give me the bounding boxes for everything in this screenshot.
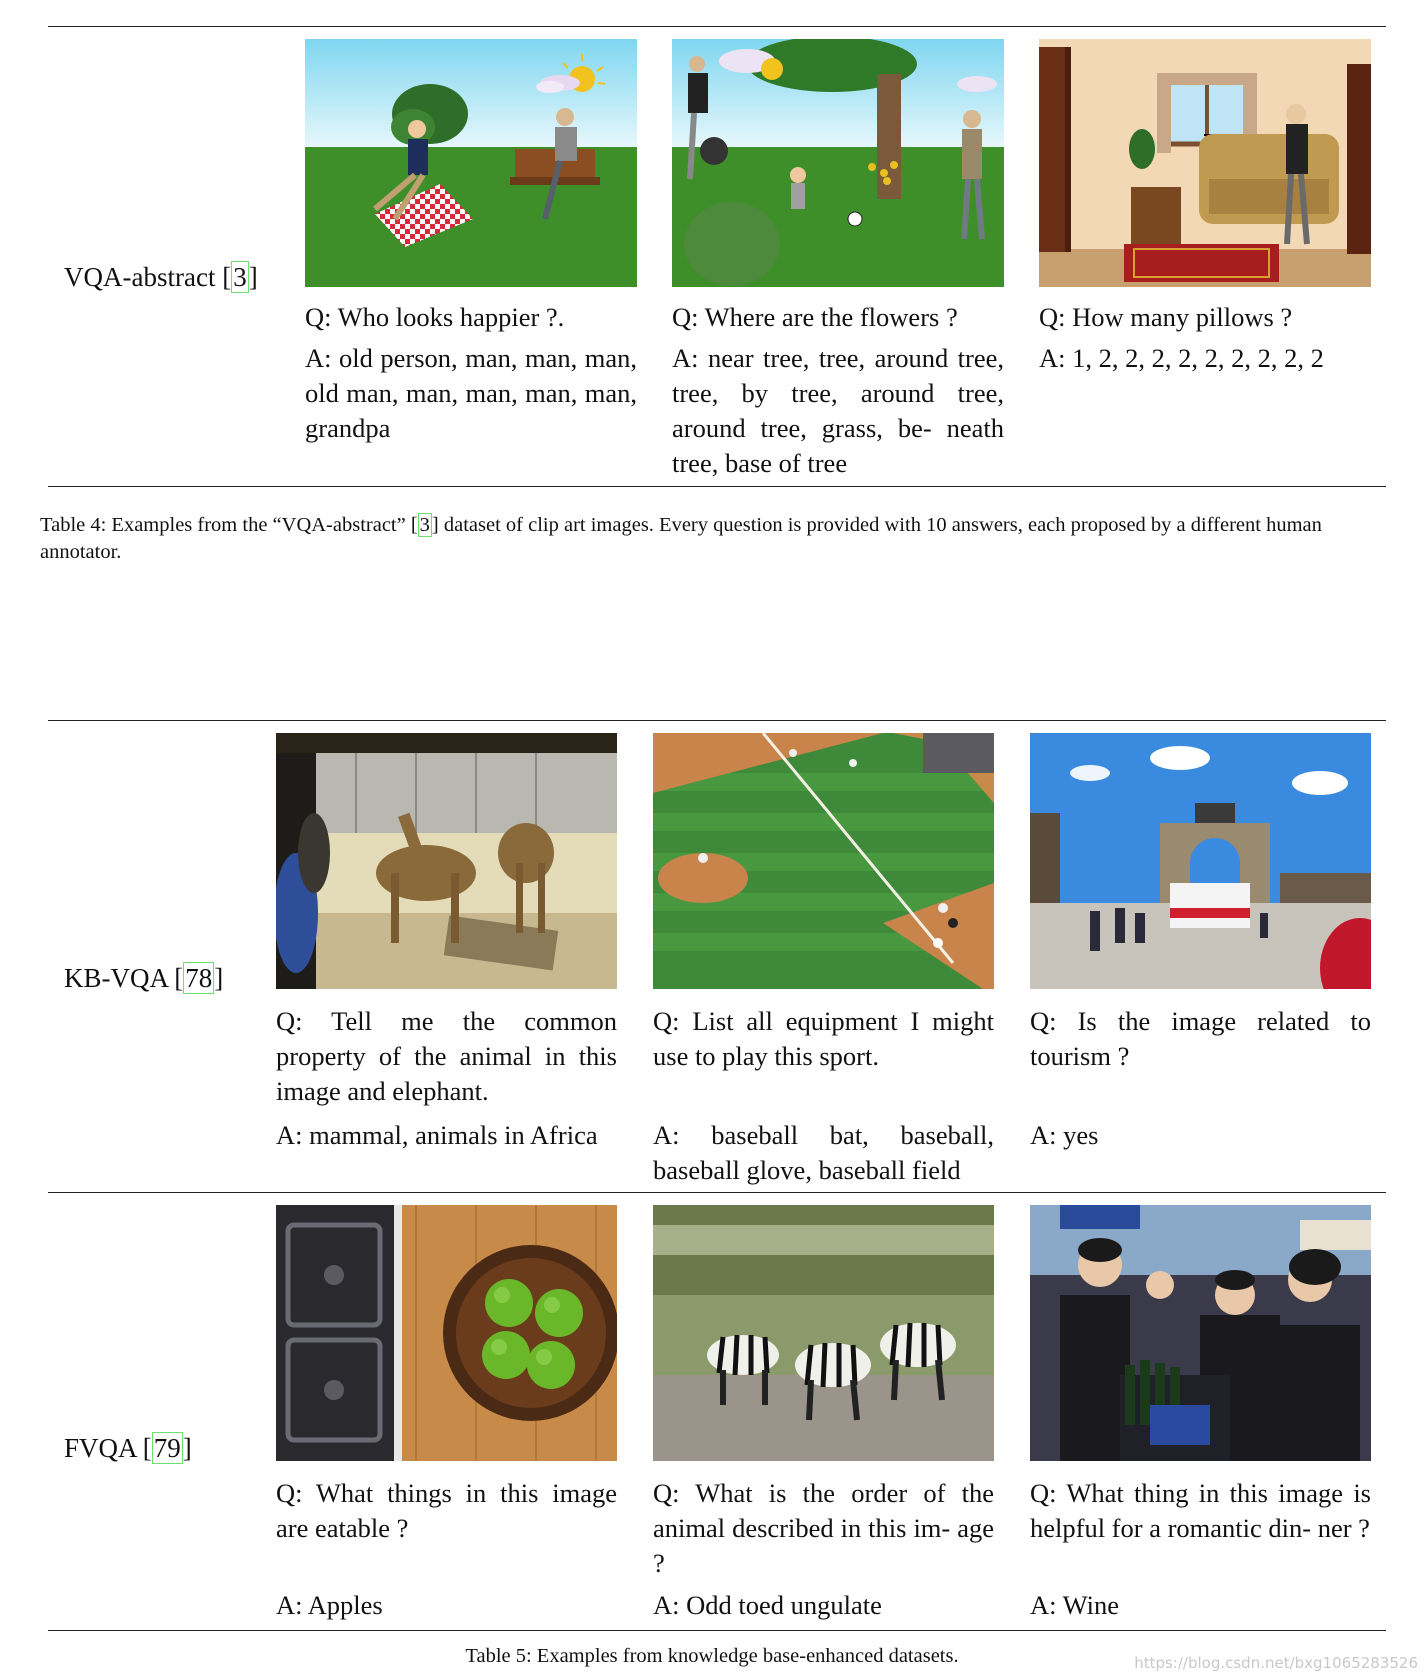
baseball-photo-icon (653, 733, 994, 989)
example-answer: A: Apples (276, 1590, 383, 1620)
example-image-arch-street (1030, 733, 1371, 989)
example-image-apples-bowl (276, 1205, 617, 1461)
row-label-kb-vqa: KB-VQA [78] (64, 963, 224, 993)
example-answer: A: 1, 2, 2, 2, 2, 2, 2, 2, 2, 2 (1039, 343, 1324, 373)
example-answer: A: old person, man, man, man, old man, man, man, man, man, grandpa (305, 343, 637, 443)
watermark: https://blog.csdn.net/bxg1065283526 (1134, 1654, 1418, 1672)
table5-caption: Table 5: Examples from knowledge base-enhanced datasets. (465, 1645, 959, 1667)
example-question: Q: List all equipment I might use to play this sport. (653, 1006, 994, 1071)
example-answer: A: yes (1030, 1120, 1099, 1150)
giraffes-photo-icon (276, 733, 617, 989)
example-image-baseball (653, 733, 994, 989)
apples-bowl-photo-icon (276, 1205, 617, 1461)
example-image-zebras (653, 1205, 994, 1461)
example-question: Q: Who looks happier ?. (305, 302, 565, 332)
table4-caption: Table 4: Examples from the “VQA-abstract” [3] dataset of clip art images. Every question is provided with 10 answers, each proposed by a different human annotator. (40, 514, 1322, 563)
citation-link[interactable]: 79 (153, 1433, 181, 1463)
example-image-park (672, 39, 1004, 287)
arch-street-photo-icon (1030, 733, 1371, 989)
example-question: Q: Tell me the common property of the animal in this image and elephant. (276, 1006, 617, 1106)
example-image-wine-expo (1030, 1205, 1371, 1461)
citation-link[interactable]: 3 (419, 514, 430, 536)
example-answer: A: baseball bat, baseball, baseball glove, baseball field (653, 1120, 994, 1185)
example-question: Q: Is the image related to tourism ? (1030, 1006, 1371, 1071)
living-room-clipart-icon (1039, 39, 1371, 287)
table5-bottom-rule (48, 1630, 1386, 1631)
row-label-fvqa: FVQA [79] (64, 1433, 192, 1463)
example-answer: A: Wine (1030, 1590, 1119, 1620)
table5-top-rule (48, 720, 1386, 721)
example-image-giraffes (276, 733, 617, 989)
example-image-picnic (305, 39, 637, 287)
table4-bottom-rule (48, 486, 1386, 487)
row-label-vqa-abstract: VQA-abstract [3] (64, 262, 258, 292)
park-clipart-icon (672, 39, 1004, 287)
example-answer: A: mammal, animals in Africa (276, 1120, 598, 1150)
picnic-clipart-icon (305, 39, 637, 287)
example-question: Q: How many pillows ? (1039, 302, 1293, 332)
example-image-living-room (1039, 39, 1371, 287)
table4-top-rule (48, 26, 1386, 27)
table5-mid-rule (48, 1192, 1386, 1193)
example-answer: A: near tree, tree, around tree, tree, by tree, around tree, around tree, grass, be- neath tree, base of tree (672, 343, 1004, 478)
wine-expo-photo-icon (1030, 1205, 1371, 1461)
example-question: Q: What things in this image are eatable ? (276, 1478, 617, 1543)
example-question: Q: What is the order of the animal described in this im- age ? (653, 1478, 994, 1578)
example-question: Q: What thing in this image is helpful for a romantic din- ner ? (1030, 1478, 1371, 1543)
example-answer: A: Odd toed ungulate (653, 1590, 882, 1620)
example-question: Q: Where are the flowers ? (672, 302, 958, 332)
citation-link[interactable]: 3 (233, 262, 247, 292)
citation-link[interactable]: 78 (185, 963, 213, 993)
zebras-photo-icon (653, 1205, 994, 1461)
